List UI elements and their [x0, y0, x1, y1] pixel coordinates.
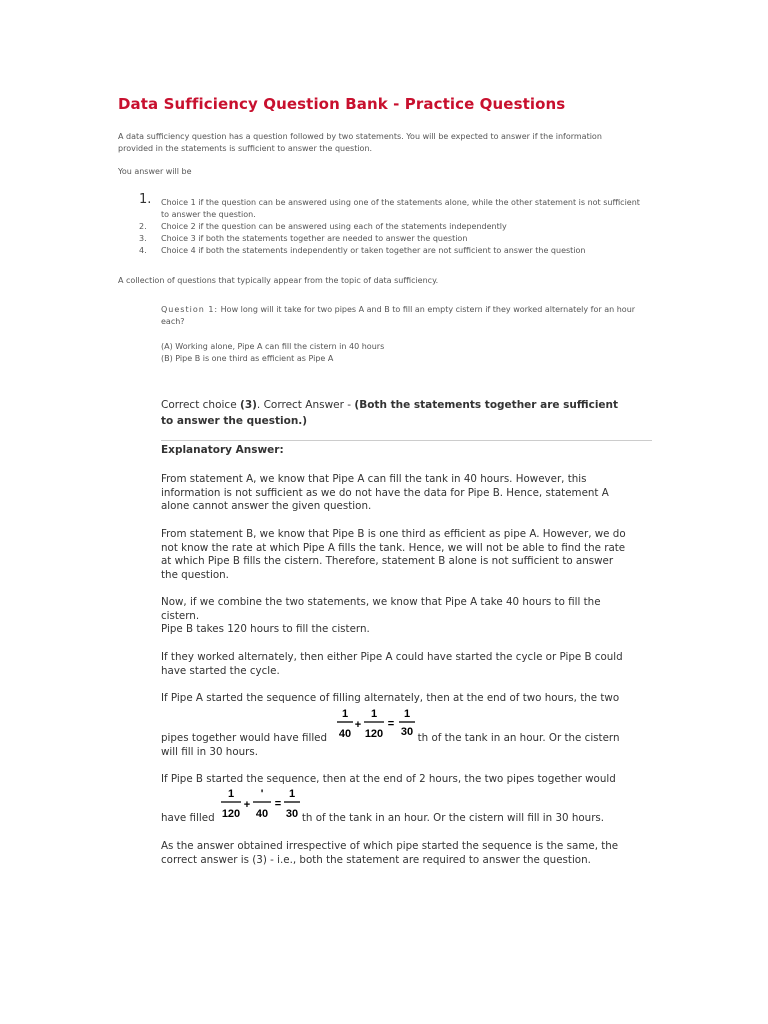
choice-item: [130, 192, 650, 221]
correct-middle: . Correct Answer -: [256, 399, 355, 411]
eq1-operator-2: =: [387, 718, 395, 730]
explanation-paragraph-8: [161, 812, 631, 826]
explanation-paragraph-5: If Pipe A started the sequence of filling alternately, then at the end of two hours, the two: [161, 692, 620, 704]
choice-item: [130, 233, 650, 245]
choice-item: [130, 221, 650, 233]
correct-answer-text: (Both the statements together are sufficient to answer the question.): [161, 399, 619, 427]
intro-paragraph: A data sufficiency question has a question followed by two statements. You will be expected to answer if the information provided in the statements is sufficient to answer the question.: [118, 132, 602, 153]
statements: [161, 341, 561, 365]
eq1-numerator-1: 1: [341, 708, 349, 720]
divider: [161, 440, 652, 441]
eq2-denominator-3: 30: [285, 808, 299, 820]
page-title: Data Sufficiency Question Bank - Practice Questions: [118, 95, 566, 113]
eq2-operator-2: =: [274, 798, 282, 810]
choice-number: 2.: [139, 222, 147, 231]
explanation-paragraph-4: If they worked alternately, then either Pipe A could have started the cycle or Pipe B could have started the cycle.: [161, 651, 623, 677]
choice-text: Choice 3 if both the statements together are needed to answer the question: [161, 234, 468, 243]
eq1-operator-1: +: [354, 719, 362, 731]
eq1-denominator-3: 30: [400, 726, 414, 738]
explanation-paragraph-1: From statement A, we know that Pipe A can fill the tank in 40 hours. However, this information is not sufficient as we do not have the data for Pipe B. Hence, statement A alone cannot answer the given question.: [161, 473, 609, 513]
choice-text: Choice 2 if the question can be answered using each of the statements independently: [161, 222, 507, 231]
statement-b: (B) Pipe B is one third as efficient as Pipe A: [161, 354, 334, 363]
paragraph-3-line-b: Pipe B takes 120 hours to fill the cistern.: [161, 623, 370, 636]
choices-list: [130, 192, 650, 257]
paragraph-6-after: th of the tank in an hour. Or the cistern will fill in 30 hours.: [161, 732, 620, 758]
choice-number: 3.: [139, 234, 147, 243]
explanation-paragraph-9: As the answer obtained irrespective of which pipe started the sequence is the same, the correct answer is (3) - i.e., both the statement are required to answer the question.: [161, 840, 619, 866]
paragraph-8-after: th of the tank in an hour. Or the cistern will fill in 30 hours.: [301, 812, 605, 824]
choice-text: Choice 4 if both the statements independently or taken together are not sufficient to answer the question: [161, 246, 586, 255]
explanatory-heading: Explanatory Answer:: [161, 444, 284, 456]
eq1-numerator-2: 1: [370, 708, 378, 720]
eq2-numerator-3: 1: [288, 788, 296, 800]
correct-choice: (3): [240, 399, 257, 411]
collection-text: A collection of questions that typically appear from the topic of data sufficiency.: [118, 276, 439, 285]
correct-prefix: Correct choice: [161, 399, 241, 411]
correct-answer: [161, 397, 631, 429]
question-text: How long will it take for two pipes A and B to fill an empty cistern if they worked alternately for an hour each?: [161, 305, 636, 326]
explanation-paragraph-2: From statement B, we know that Pipe B is one third as efficient as pipe A. However, we do not know the rate at which Pipe A fills the tank. Hence, we will not be able to find the rate at which Pipe B fills the cistern. Therefore, statement B alone is not sufficient to answer the question.: [161, 528, 626, 581]
question-block: [161, 304, 656, 328]
choice-item: [130, 245, 650, 257]
explanation-paragraph-6: [161, 732, 631, 759]
choice-number: 4.: [139, 246, 147, 255]
choice-number: 1.: [139, 192, 152, 207]
eq1-denominator-2: 120: [364, 728, 384, 740]
eq2-operator-1: +: [243, 799, 251, 811]
choice-text: Choice 1 if the question can be answered using one of the statements alone, while the other statement is not sufficient to answer the question.: [161, 198, 640, 219]
paragraph-6-before: pipes together would have filled: [161, 732, 331, 744]
explanation-paragraph-3: [161, 596, 631, 637]
eq2-numerator-2: ': [260, 788, 264, 800]
paragraph-3-line-a: Now, if we combine the two statements, we know that Pipe A take 40 hours to fill the cistern.: [161, 596, 601, 622]
statement-a: (A) Working alone, Pipe A can fill the cistern in 40 hours: [161, 342, 385, 351]
eq2-denominator-2: 40: [255, 808, 269, 820]
eq2-numerator-1: 1: [227, 788, 235, 800]
eq1-denominator-1: 40: [338, 728, 352, 740]
explanation-paragraph-7: If Pipe B started the sequence, then at the end of 2 hours, the two pipes together would: [161, 773, 616, 785]
eq1-numerator-3: 1: [403, 708, 411, 720]
eq2-denominator-1: 120: [221, 808, 241, 820]
question-label: Question 1:: [161, 305, 219, 314]
answer-will-be-text: You answer will be: [118, 167, 192, 176]
paragraph-8-before: have filled: [161, 812, 218, 824]
